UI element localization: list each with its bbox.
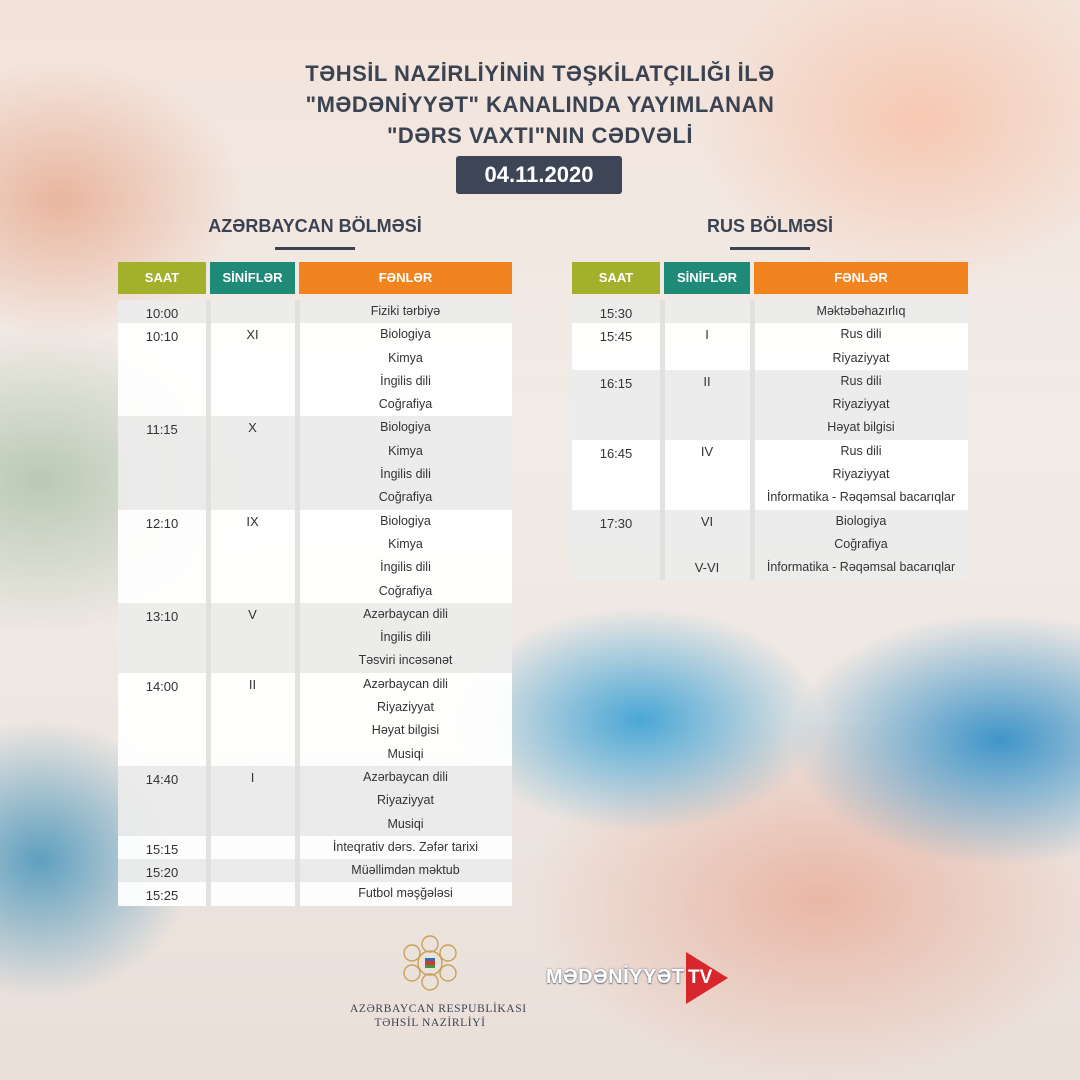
ru-subject: Biologiya xyxy=(835,513,887,528)
ru-class-cell xyxy=(664,370,750,393)
az-subject: İngilis dili xyxy=(380,373,431,388)
az-column-divider xyxy=(206,882,211,905)
az-time-cell: 13:10 xyxy=(145,608,179,624)
az-time-cell: 15:15 xyxy=(145,841,179,857)
az-subject: İngilis dili xyxy=(380,630,431,645)
channel-name: MƏDƏNİYYƏT xyxy=(546,966,685,988)
ru-subject: Coğrafiya xyxy=(834,536,888,551)
ru-time-cell: 17:30 xyxy=(599,515,633,531)
ru-row xyxy=(572,440,968,510)
ru-subject: Riyaziyyat xyxy=(832,350,890,365)
ru-class-cell xyxy=(664,510,750,580)
az-subjects-cell xyxy=(299,323,512,416)
ru-class-value xyxy=(664,300,750,323)
az-subjects-cell xyxy=(299,603,512,673)
ru-subject: Rus dili xyxy=(840,327,882,342)
ministry-emblem-icon xyxy=(395,930,465,996)
az-subject: Musiqi xyxy=(387,816,424,831)
ru-class-cell xyxy=(664,300,750,323)
az-subject: Azərbaycan dili xyxy=(363,676,448,691)
az-subject: Azərbaycan dili xyxy=(363,606,448,621)
az-subject: İnteqrativ dərs. Zəfər tarixi xyxy=(332,839,479,854)
schedule-title xyxy=(0,58,1080,151)
ru-subjects-cell xyxy=(754,440,968,510)
az-subject: Musiqi xyxy=(387,746,424,761)
az-column-divider xyxy=(206,859,211,882)
channel-tv-label: TV xyxy=(688,967,713,988)
az-time-cell: 10:00 xyxy=(145,306,179,321)
ru-subject: Həyat bilgisi xyxy=(827,420,895,435)
title-line-3: "DƏRS VAXTI"NIN CƏDVƏLİ xyxy=(387,123,693,148)
az-time-cell: 12:10 xyxy=(145,515,179,531)
ru-class-value: I xyxy=(705,327,709,343)
ru-header-sinifler: SİNİFLƏR xyxy=(664,262,750,294)
az-column-divider xyxy=(206,300,211,323)
az-subject: Futbol məşğələsi xyxy=(358,886,453,901)
az-subject: Biologiya xyxy=(380,327,431,342)
az-subject: Müəllimdən məktub xyxy=(351,863,460,878)
az-subjects-cell xyxy=(299,673,512,766)
az-section-title xyxy=(118,216,512,250)
az-subject: İngilis dili xyxy=(380,560,431,575)
ru-time-cell: 15:30 xyxy=(599,306,633,321)
az-subject: Coğrafiya xyxy=(378,583,433,598)
az-subject: Həyat bilgisi xyxy=(371,723,440,738)
az-time-cell: 15:25 xyxy=(145,888,179,904)
ru-subject: Rus dili xyxy=(840,373,882,388)
az-subject: Azərbaycan dili xyxy=(363,769,448,784)
ru-subject: Riyaziyyat xyxy=(832,397,890,412)
ru-class-cell xyxy=(664,440,750,463)
ru-header-saat: SAAT xyxy=(572,262,660,294)
az-subject: Riyaziyyat xyxy=(377,793,434,808)
az-subject: Fiziki tərbiyə xyxy=(370,304,441,318)
az-time-cell: 14:00 xyxy=(145,678,179,694)
az-row xyxy=(118,673,512,766)
title-line-2: "MƏDƏNİYYƏT" KANALINDA YAYIMLANAN xyxy=(305,92,775,117)
ru-section-title xyxy=(572,216,968,250)
az-section-underline xyxy=(275,247,355,250)
ru-class-value: IV xyxy=(700,443,714,459)
ru-section-underline xyxy=(730,247,810,250)
az-row xyxy=(118,603,512,673)
az-time-cell: 10:10 xyxy=(145,329,179,345)
az-class-cell: V xyxy=(248,606,257,622)
ru-class-cell xyxy=(664,323,750,346)
ru-subjects-cell xyxy=(754,300,968,323)
az-row xyxy=(118,859,512,882)
az-subjects-cell xyxy=(299,300,512,323)
az-row xyxy=(118,766,512,836)
ru-class-value: VI xyxy=(700,513,714,529)
date-badge: 04.11.2020 xyxy=(456,156,622,194)
az-subjects-cell xyxy=(299,766,512,836)
az-subject: Coğrafiya xyxy=(378,490,433,505)
az-table-body xyxy=(118,300,512,906)
ru-subjects-cell xyxy=(754,510,968,580)
ru-subject: İnformatika - Rəqəmsal bacarıqlar xyxy=(766,490,956,505)
az-subjects-cell xyxy=(299,882,512,905)
az-row xyxy=(118,510,512,603)
az-row xyxy=(118,416,512,509)
ru-row xyxy=(572,510,968,580)
ru-row xyxy=(572,300,968,323)
ru-subject: İnformatika - Rəqəmsal bacarıqlar xyxy=(766,560,956,575)
az-table-header xyxy=(118,262,512,294)
title-line-1: TƏHSİL NAZİRLİYİNİN TƏŞKİLATÇILIĞI İLƏ xyxy=(305,61,775,86)
az-row xyxy=(118,882,512,905)
ru-subjects-cell xyxy=(754,323,968,370)
ru-schedule-table xyxy=(572,262,968,580)
az-row xyxy=(118,836,512,859)
ru-class-value xyxy=(664,533,750,556)
az-subject: Təsviri incəsənət xyxy=(358,653,453,668)
az-subjects-cell xyxy=(299,510,512,603)
az-subject: Biologiya xyxy=(380,420,431,435)
ministry-logo xyxy=(350,930,527,1030)
ru-header-fenler: FƏNLƏR xyxy=(754,262,968,294)
az-subject: Kimya xyxy=(388,443,423,458)
az-column-divider xyxy=(206,836,211,859)
az-class-cell: II xyxy=(248,676,257,692)
ru-class-value: V-VI xyxy=(694,560,720,576)
az-subject: Coğrafiya xyxy=(378,397,433,412)
ru-table-header xyxy=(572,262,968,294)
ru-time-cell: 15:45 xyxy=(599,329,633,345)
az-row xyxy=(118,300,512,323)
ru-class-value: II xyxy=(703,373,711,389)
az-schedule-table xyxy=(118,262,512,906)
az-class-cell: X xyxy=(248,420,257,436)
ru-section-title-text: RUS BÖLMƏSİ xyxy=(706,216,834,236)
az-section-title-text: AZƏRBAYCAN BÖLMƏSİ xyxy=(208,216,422,236)
ru-time-cell: 16:15 xyxy=(599,375,633,391)
az-subjects-cell xyxy=(299,836,512,859)
az-subject: Kimya xyxy=(388,350,423,365)
ru-time-cell: 16:45 xyxy=(599,445,633,461)
az-subject: Biologiya xyxy=(380,513,431,528)
az-subjects-cell xyxy=(299,416,512,509)
az-subjects-cell xyxy=(299,859,512,882)
ministry-line-2: TƏHSİL NAZİRLİYİ xyxy=(374,1017,486,1029)
az-class-cell: I xyxy=(250,769,255,785)
az-subject: Kimya xyxy=(388,536,423,551)
ru-subjects-cell xyxy=(754,370,968,440)
ru-subject: Riyaziyyat xyxy=(832,467,890,482)
az-header-fenler: FƏNLƏR xyxy=(299,262,512,294)
az-header-sinifler: SİNİFLƏR xyxy=(210,262,295,294)
ru-row xyxy=(572,370,968,440)
az-header-saat: SAAT xyxy=(118,262,206,294)
az-time-cell: 14:40 xyxy=(145,771,179,787)
ru-table-body xyxy=(572,300,968,580)
az-time-cell: 11:15 xyxy=(146,422,178,438)
az-class-cell: XI xyxy=(246,327,259,343)
ru-subject: Məktəbəhazırlıq xyxy=(816,304,906,318)
az-class-cell: IX xyxy=(246,513,259,529)
ministry-line-1: AZƏRBAYCAN RESPUBLİKASI xyxy=(350,1003,527,1015)
az-subject: İngilis dili xyxy=(380,467,431,482)
az-subject: Riyaziyyat xyxy=(377,700,434,715)
ru-row xyxy=(572,323,968,370)
az-time-cell: 15:20 xyxy=(145,865,179,881)
ru-subject: Rus dili xyxy=(840,443,882,458)
az-row xyxy=(118,323,512,416)
